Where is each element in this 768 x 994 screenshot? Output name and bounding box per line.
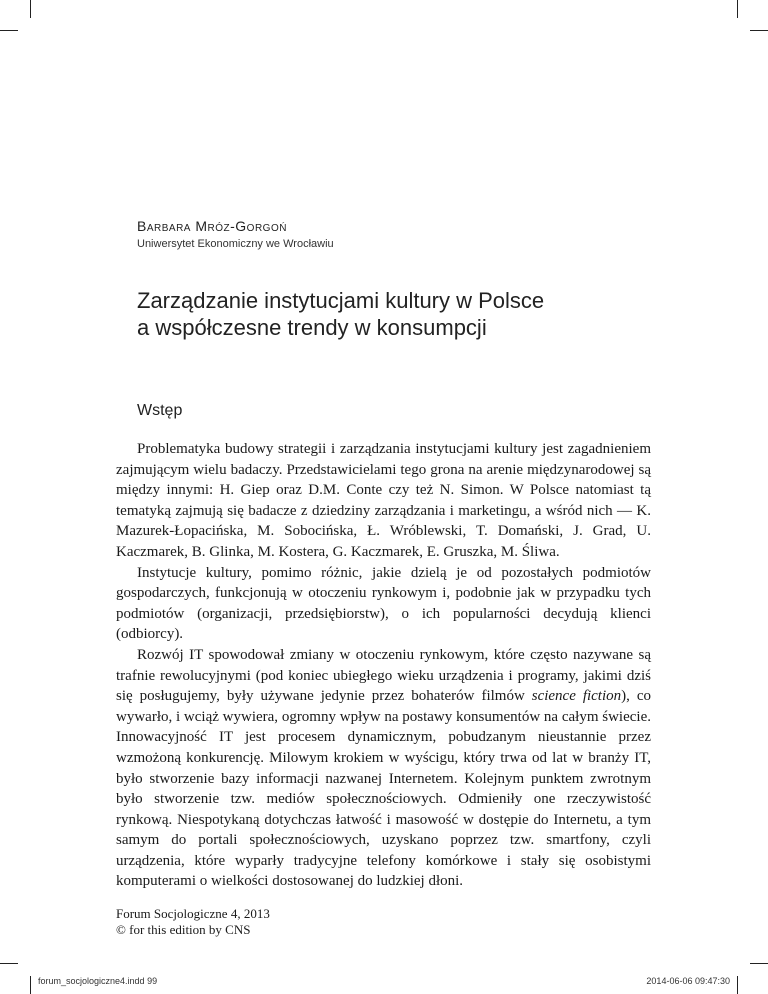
crop-mark (737, 0, 738, 18)
crop-mark (0, 963, 18, 964)
title-line-2: a współczesne trendy w konsumpcji (137, 315, 487, 340)
paragraph: Instytucje kultury, pomimo różnic, jakie dzielą je od pozostałych podmiotów gospodarczych, funkcjonują w otoczeniu rynkowym i, podobnie jak w przypadku tych podmiotów (organizacji, przedsiębiorstw), o ich popularności decydują klienci (odbiorcy). (116, 564, 651, 643)
crop-mark (750, 30, 768, 31)
italic-term: science fiction (531, 688, 622, 705)
author-affiliation: Uniwersytet Ekonomiczny we Wrocławiu (137, 238, 334, 250)
print-slug-file: forum_socjologiczne4.indd 99 (38, 976, 158, 986)
print-slug-timestamp: 2014-06-06 09:47:30 (646, 976, 730, 986)
crop-mark (750, 963, 768, 964)
paragraph: Problematyka budowy strategii i zarządzania instytucjami kultury jest zagadnieniem zajmującym wielu badaczy. Przedstawicielami tego grona na arenie międzynarodowej są między innymi: H. Giep oraz D.M. Conte czy też N. Simon. W Polsce natomiast tą tematyką zajmują się badacze z dziedziny zarządzania i marketingu, a wśród nich — K. Mazurek-Łopacińska, M. Sobocińska, Ł. Wróblewski, T. Domański, J. Grad, U. Kaczmarek, B. Glinka, M. Kostera, G. Kaczmarek, E. Gruszka, M. Śliwa. (116, 441, 651, 560)
crop-mark (0, 30, 18, 31)
section-heading: Wstęp (137, 402, 183, 419)
author-name: Barbara Mróz-Gorgoń (137, 218, 287, 234)
copyright-line: © for this edition by CNS (116, 922, 251, 937)
paragraph-text: Rozwój IT spowodował zmiany w otoczeniu rynkowym, które często nazywane są trafnie rewolucyjnymi (pod koniec ubiegłego wieku urządzenia i programy, jakimi dziś się posługujemy, były używane jedynie przez bohaterów filmów (116, 646, 651, 705)
page-footer (116, 906, 270, 938)
title-line-1: Zarządzanie instytucjami kultury w Polsce (137, 288, 545, 313)
journal-citation: Forum Socjologiczne 4, 2013 (116, 906, 270, 921)
paragraph-text: ), co wywarło, i wciąż wywiera, ogromny wpływ na postawy konsumentów na całym świecie. Innowacyjność IT jest procesem dynamicznym, pobudzanym nieustannie przez wzmożoną konkurencję. Milowym krokiem w wyścigu, który trwa od lat w branży IT, było stworzenie bazy informacji nazwanej Internetem. Kolejnym punktem zwrotnym było stworzenie tzw. mediów społecznościowych. Odmieniły one rzeczywistość rynkową. Niespotykaną dotychczas łatwość i masowość w dostępie do Internetu, a tym samym do portali społecznościowych, uzyskano poprzez tzw. smartfony, czyli urządzenia, które wyparły tradycyjne telefony komórkowe i stały się osobistymi komputerami o wielkości dostosowanej do ludzkiej dłoni. (116, 688, 652, 890)
body-text (116, 439, 651, 892)
crop-mark (737, 976, 738, 994)
crop-mark (30, 976, 31, 994)
article-title (137, 287, 657, 341)
crop-mark (30, 0, 31, 18)
paragraph (116, 645, 651, 892)
